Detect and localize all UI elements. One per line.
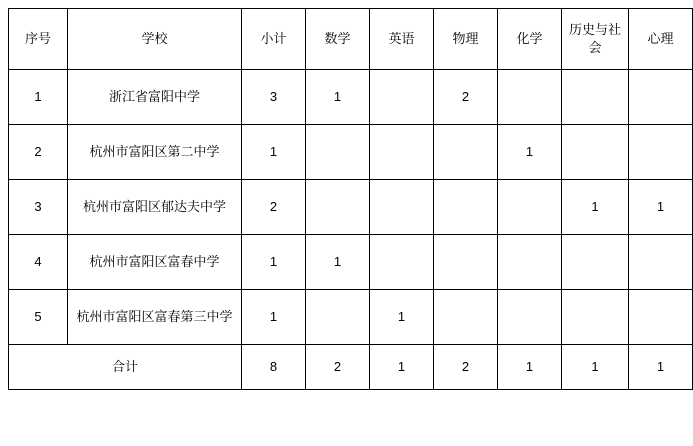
cell-math — [306, 180, 370, 235]
cell-chemistry — [498, 235, 562, 290]
table-row — [9, 235, 693, 290]
table-header — [9, 9, 693, 70]
cell-history-society — [562, 235, 629, 290]
cell-physics — [434, 125, 498, 180]
total-physics: 2 — [434, 345, 498, 390]
column-header-history-society-label: 历史与社会 — [568, 22, 621, 55]
column-header-subtotal: 小计 — [242, 9, 306, 70]
cell-subtotal: 1 — [242, 290, 306, 345]
cell-psychology — [629, 125, 693, 180]
cell-history-society — [562, 70, 629, 125]
row-school: 杭州市富阳区第二中学 — [68, 125, 242, 180]
row-index: 3 — [9, 180, 68, 235]
table-row — [9, 290, 693, 345]
cell-subtotal: 1 — [242, 235, 306, 290]
row-school: 浙江省富阳中学 — [68, 70, 242, 125]
cell-subtotal: 2 — [242, 180, 306, 235]
column-header-school: 学校 — [68, 9, 242, 70]
cell-english — [370, 125, 434, 180]
row-school: 杭州市富阳区富春第三中学 — [68, 290, 242, 345]
table-total-row — [9, 345, 693, 390]
cell-physics — [434, 290, 498, 345]
cell-math: 1 — [306, 70, 370, 125]
cell-physics — [434, 235, 498, 290]
column-header-history-society — [562, 9, 629, 70]
school-subject-table — [8, 8, 693, 390]
cell-math: 1 — [306, 235, 370, 290]
cell-psychology: 1 — [629, 180, 693, 235]
cell-english: 1 — [370, 290, 434, 345]
cell-history-society — [562, 290, 629, 345]
cell-history-society — [562, 125, 629, 180]
row-index: 2 — [9, 125, 68, 180]
total-label: 合计 — [9, 345, 242, 390]
column-header-math: 数学 — [306, 9, 370, 70]
table-row — [9, 70, 693, 125]
cell-subtotal: 1 — [242, 125, 306, 180]
total-chemistry: 1 — [498, 345, 562, 390]
row-index: 4 — [9, 235, 68, 290]
cell-chemistry — [498, 180, 562, 235]
cell-english — [370, 235, 434, 290]
table-row — [9, 125, 693, 180]
table-row — [9, 180, 693, 235]
table-header-row — [9, 9, 693, 70]
table-body — [9, 70, 693, 390]
total-english: 1 — [370, 345, 434, 390]
cell-psychology — [629, 290, 693, 345]
column-header-chemistry: 化学 — [498, 9, 562, 70]
column-header-physics: 物理 — [434, 9, 498, 70]
column-header-psychology: 心理 — [629, 9, 693, 70]
cell-chemistry: 1 — [498, 125, 562, 180]
total-math: 2 — [306, 345, 370, 390]
total-psychology: 1 — [629, 345, 693, 390]
cell-physics — [434, 180, 498, 235]
total-history-society: 1 — [562, 345, 629, 390]
cell-psychology — [629, 235, 693, 290]
cell-chemistry — [498, 290, 562, 345]
row-school: 杭州市富阳区郁达夫中学 — [68, 180, 242, 235]
cell-chemistry — [498, 70, 562, 125]
cell-subtotal: 3 — [242, 70, 306, 125]
cell-english — [370, 70, 434, 125]
cell-physics: 2 — [434, 70, 498, 125]
cell-psychology — [629, 70, 693, 125]
cell-math — [306, 290, 370, 345]
column-header-index: 序号 — [9, 9, 68, 70]
row-index: 5 — [9, 290, 68, 345]
row-index: 1 — [9, 70, 68, 125]
cell-history-society: 1 — [562, 180, 629, 235]
cell-english — [370, 180, 434, 235]
row-school: 杭州市富阳区富春中学 — [68, 235, 242, 290]
column-header-english: 英语 — [370, 9, 434, 70]
cell-math — [306, 125, 370, 180]
total-subtotal: 8 — [242, 345, 306, 390]
